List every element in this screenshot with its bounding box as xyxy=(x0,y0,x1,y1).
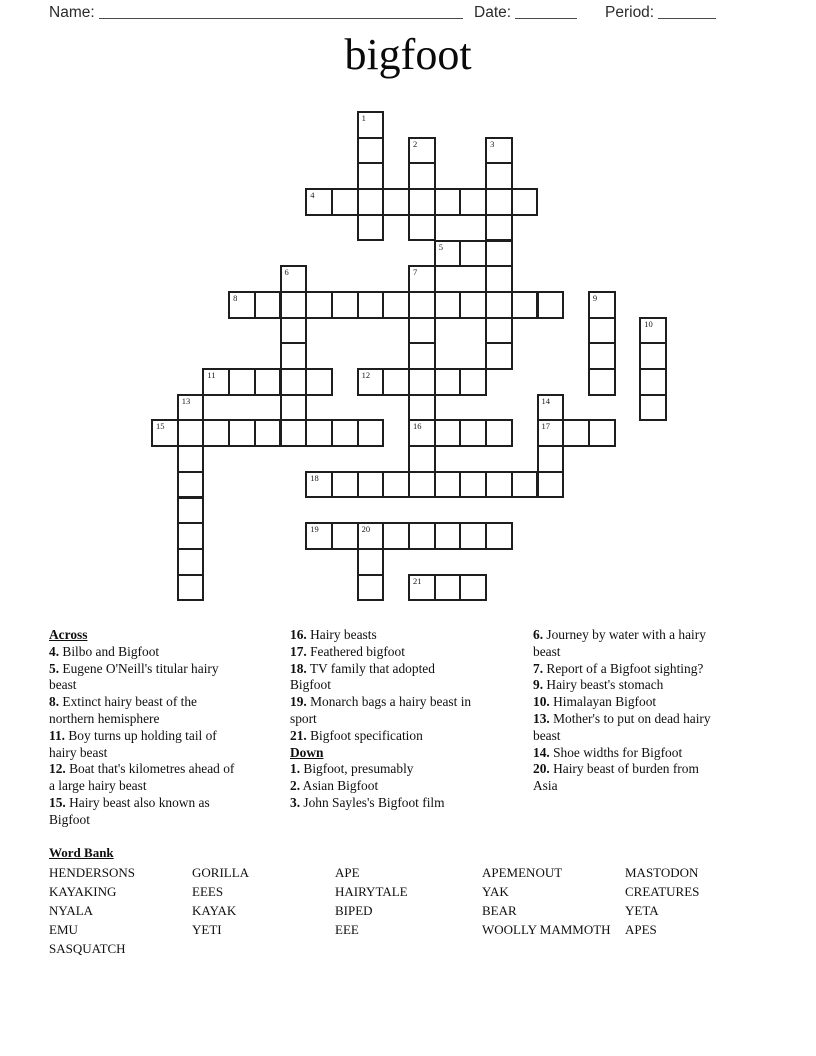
word-bank-heading: Word Bank xyxy=(49,845,114,860)
grid-cell[interactable] xyxy=(177,522,205,550)
grid-cell[interactable] xyxy=(177,394,205,422)
clue-number: 13. xyxy=(533,710,550,726)
grid-cell[interactable] xyxy=(305,188,333,216)
grid-cell[interactable] xyxy=(228,291,256,319)
grid-cell[interactable] xyxy=(305,419,333,447)
grid-cell[interactable] xyxy=(382,291,410,319)
cell-number: 11 xyxy=(207,370,216,380)
clue-3-down: 3. John Sayles's Bigfoot film xyxy=(290,794,445,810)
word-bank-item: HENDERSONS xyxy=(49,865,135,880)
grid-cell[interactable] xyxy=(408,188,436,216)
clue-number: 6. xyxy=(533,627,544,642)
word-bank-item: CREATURES xyxy=(625,884,700,899)
clue-number: 12. xyxy=(49,761,66,777)
cell-number: 21 xyxy=(413,575,422,586)
grid-cell[interactable] xyxy=(459,291,487,319)
grid-cell[interactable] xyxy=(459,419,487,447)
grid-cell[interactable] xyxy=(434,368,462,396)
clue-number: 10. xyxy=(533,694,550,710)
clue-number: 3. xyxy=(290,794,301,810)
clue-2-down: 2. Asian Bigfoot xyxy=(290,778,379,794)
grid-cell[interactable] xyxy=(228,368,256,396)
grid-cell[interactable] xyxy=(357,574,385,602)
cell-number: 13 xyxy=(181,395,191,406)
grid-cell[interactable] xyxy=(331,291,359,319)
clue-number: 18. xyxy=(290,660,307,676)
across-heading: Across xyxy=(49,627,88,642)
grid-cell[interactable] xyxy=(459,471,487,499)
grid-cell[interactable] xyxy=(511,471,539,499)
grid-cell[interactable] xyxy=(408,137,436,165)
grid-cell[interactable] xyxy=(177,497,205,525)
grid-cell[interactable] xyxy=(588,368,616,396)
grid-cell[interactable] xyxy=(408,419,436,447)
grid-cell[interactable] xyxy=(305,368,333,396)
word-bank-item: HAIRYTALE xyxy=(335,884,408,899)
grid-cell[interactable] xyxy=(485,419,513,447)
clues-column-1 xyxy=(49,627,275,829)
grid-cell[interactable] xyxy=(639,317,667,345)
clue-1-down: 1. Bigfoot, presumably xyxy=(290,761,414,777)
cell-number: 4 xyxy=(310,190,315,201)
grid-cell[interactable] xyxy=(537,471,565,499)
grid-cell[interactable] xyxy=(485,471,513,499)
cell-number: 14 xyxy=(541,395,550,406)
clue-12-across: 12. Boat that's kilometres ahead of a large hairy beast xyxy=(49,761,235,794)
grid-cell[interactable] xyxy=(434,240,462,268)
word-bank-item: EEES xyxy=(192,884,224,899)
clue-21-across: 21. Bigfoot specification xyxy=(290,727,423,743)
grid-cell[interactable] xyxy=(382,368,410,396)
name-field xyxy=(49,3,463,22)
word-bank-column-3 xyxy=(335,863,408,939)
grid-cell[interactable] xyxy=(382,471,410,499)
word-bank-item: NYALA xyxy=(49,903,94,918)
grid-cell[interactable] xyxy=(408,471,436,499)
grid-cell[interactable] xyxy=(485,162,513,190)
date-field xyxy=(474,3,577,22)
word-bank-item: BIPED xyxy=(335,903,373,918)
date-label: Date: xyxy=(474,4,512,21)
grid-cell[interactable] xyxy=(331,188,359,216)
grid-cell[interactable] xyxy=(280,291,308,319)
grid-cell[interactable] xyxy=(382,188,410,216)
clue-number: 11. xyxy=(49,727,65,743)
grid-cell[interactable] xyxy=(408,214,436,242)
clue-7-down: 7. Report of a Bigfoot sighting? xyxy=(533,660,704,676)
grid-cell[interactable] xyxy=(562,419,590,447)
period-label: Period: xyxy=(605,4,655,21)
clue-6-down: 6. Journey by water with a hairy beast xyxy=(533,627,706,659)
grid-cell[interactable] xyxy=(588,291,616,319)
grid-cell[interactable] xyxy=(254,368,282,396)
cell-number: 9 xyxy=(592,292,598,303)
cell-number: 2 xyxy=(413,138,418,149)
clue-number: 16. xyxy=(290,627,307,642)
grid-cell[interactable] xyxy=(202,419,230,447)
grid-cell[interactable] xyxy=(408,291,436,319)
grid-cell[interactable] xyxy=(485,240,513,268)
word-bank-item: YETA xyxy=(625,903,659,918)
clue-number: 2. xyxy=(290,778,301,794)
clue-11-across: 11. Boy turns up holding tail of hairy beast xyxy=(49,727,217,760)
grid-cell[interactable] xyxy=(537,394,565,422)
grid-cell[interactable] xyxy=(254,419,282,447)
clues-column-3 xyxy=(533,627,761,795)
cell-number: 10 xyxy=(644,318,653,329)
word-bank-item: YAK xyxy=(482,884,509,899)
cell-number: 19 xyxy=(310,524,319,535)
clue-16-across: 16. Hairy beasts xyxy=(290,627,377,642)
cell-number: 15 xyxy=(156,421,165,432)
grid-cell[interactable] xyxy=(434,291,462,319)
cell-number: 12 xyxy=(361,370,371,380)
word-bank-column-2 xyxy=(192,863,249,939)
grid-cell[interactable] xyxy=(434,188,462,216)
grid-cell[interactable] xyxy=(228,419,256,447)
clue-number: 5. xyxy=(49,660,60,676)
grid-cell[interactable] xyxy=(151,419,179,447)
clue-number: 8. xyxy=(49,694,60,710)
grid-cell[interactable] xyxy=(434,419,462,447)
period-field xyxy=(605,3,716,22)
word-bank-item: MASTODON xyxy=(625,865,699,880)
clue-15-across: 15. Hairy beast also known as Bigfoot xyxy=(49,794,210,827)
grid-cell[interactable] xyxy=(485,137,513,165)
clue-number: 17. xyxy=(290,643,307,659)
name-blank-line xyxy=(99,3,463,19)
cell-number: 8 xyxy=(233,292,238,303)
grid-cell[interactable] xyxy=(280,265,308,293)
grid-cell[interactable] xyxy=(511,291,539,319)
clue-number: 21. xyxy=(290,727,307,743)
grid-cell[interactable] xyxy=(639,368,667,396)
grid-cell[interactable] xyxy=(639,342,667,370)
grid-cell[interactable] xyxy=(588,317,616,345)
grid-cell[interactable] xyxy=(357,291,385,319)
down-heading: Down xyxy=(290,744,324,760)
grid-cell[interactable] xyxy=(434,522,462,550)
grid-cell[interactable] xyxy=(511,188,539,216)
clue-number: 1. xyxy=(290,761,301,777)
grid-cell[interactable] xyxy=(434,471,462,499)
cell-number: 17 xyxy=(541,421,550,432)
grid-cell[interactable] xyxy=(485,522,513,550)
grid-cell[interactable] xyxy=(280,394,308,422)
word-bank-item: APE xyxy=(335,865,360,880)
clue-number: 4. xyxy=(49,643,60,659)
grid-cell[interactable] xyxy=(280,317,308,345)
grid-cell[interactable] xyxy=(177,445,205,473)
grid-cell[interactable] xyxy=(485,265,513,293)
clue-19-across: 19. Monarch bags a hairy beast in sport xyxy=(290,694,472,726)
grid-cell[interactable] xyxy=(485,342,513,370)
clue-9-down: 9. Hairy beast's stomach xyxy=(533,677,664,693)
date-blank-line xyxy=(515,3,577,19)
word-bank-column-5 xyxy=(625,863,699,939)
word-bank-column-1 xyxy=(49,863,135,958)
grid-cell[interactable] xyxy=(485,188,513,216)
grid-cell[interactable] xyxy=(408,162,436,190)
crossword-grid xyxy=(151,111,667,602)
grid-cell[interactable] xyxy=(357,188,385,216)
clue-number: 14. xyxy=(533,744,550,760)
grid-cell[interactable] xyxy=(459,574,487,602)
name-label: Name: xyxy=(49,4,95,21)
grid-cell[interactable] xyxy=(331,471,359,499)
cell-number: 5 xyxy=(438,241,443,252)
grid-cell[interactable] xyxy=(357,111,385,139)
word-bank-item: APES xyxy=(625,922,657,937)
clue-10-down: 10. Himalayan Bigfoot xyxy=(533,694,657,710)
grid-cell[interactable] xyxy=(408,317,436,345)
grid-cell[interactable] xyxy=(357,548,385,576)
grid-cell[interactable] xyxy=(588,419,616,447)
grid-cell[interactable] xyxy=(177,419,205,447)
clue-8-across: 8. Extinct hairy beast of the northern hemisphere xyxy=(49,694,198,726)
word-bank-item: KAYAKING xyxy=(49,884,117,899)
grid-cell[interactable] xyxy=(357,214,385,242)
clue-20-down: 20. Hairy beast of burden from Asia xyxy=(533,761,699,794)
word-bank-item: APEMENOUT xyxy=(482,865,563,880)
grid-cell[interactable] xyxy=(537,445,565,473)
word-bank-item: WOOLLY MAMMOTH xyxy=(482,922,611,937)
clue-number: 7. xyxy=(533,660,544,676)
grid-cell[interactable] xyxy=(305,471,333,499)
grid-cell[interactable] xyxy=(485,291,513,319)
grid-cell[interactable] xyxy=(254,291,282,319)
grid-cell[interactable] xyxy=(434,574,462,602)
clue-5-across: 5. Eugene O'Neill's titular hairy beast xyxy=(49,660,219,693)
clue-13-down: 13. Mother's to put on dead hairy beast xyxy=(533,710,711,743)
grid-cell[interactable] xyxy=(357,162,385,190)
cell-number: 6 xyxy=(284,267,289,278)
clue-number: 15. xyxy=(49,794,66,810)
cell-number: 3 xyxy=(490,138,495,149)
word-bank-item: EMU xyxy=(49,922,78,937)
cell-number: 16 xyxy=(413,421,422,432)
grid-cell[interactable] xyxy=(459,240,487,268)
grid-cell[interactable] xyxy=(357,419,385,447)
grid-cell[interactable] xyxy=(357,368,385,396)
grid-cell[interactable] xyxy=(331,522,359,550)
word-bank-item: KAYAK xyxy=(192,903,237,918)
grid-cell[interactable] xyxy=(639,394,667,422)
clue-17-across: 17. Feathered bigfoot xyxy=(290,643,405,659)
grid-cell[interactable] xyxy=(177,471,205,499)
word-bank-item: YETI xyxy=(192,922,222,937)
word-bank-item: EEE xyxy=(335,922,359,937)
grid-cell[interactable] xyxy=(305,291,333,319)
cell-number: 7 xyxy=(413,267,418,278)
grid-cell[interactable] xyxy=(177,574,205,602)
grid-cell[interactable] xyxy=(280,342,308,370)
grid-cell[interactable] xyxy=(357,137,385,165)
grid-cell[interactable] xyxy=(305,522,333,550)
grid-cell[interactable] xyxy=(357,522,385,550)
clues-column-2 xyxy=(290,627,524,812)
grid-cell[interactable] xyxy=(357,471,385,499)
clue-18-across: 18. TV family that adopted Bigfoot xyxy=(290,660,435,693)
grid-cell[interactable] xyxy=(537,291,565,319)
clue-14-down: 14. Shoe widths for Bigfoot xyxy=(533,744,683,760)
grid-cell[interactable] xyxy=(408,394,436,422)
clue-4-across: 4. Bilbo and Bigfoot xyxy=(49,643,160,659)
grid-cell[interactable] xyxy=(408,574,436,602)
grid-cell[interactable] xyxy=(280,419,308,447)
grid-cell[interactable] xyxy=(408,265,436,293)
grid-cell[interactable] xyxy=(202,368,230,396)
word-bank-column-4 xyxy=(482,863,611,939)
grid-cell[interactable] xyxy=(408,445,436,473)
cell-number: 1 xyxy=(361,113,366,123)
grid-cell[interactable] xyxy=(537,419,565,447)
clue-number: 19. xyxy=(290,694,307,710)
grid-cell[interactable] xyxy=(459,368,487,396)
word-bank-item: GORILLA xyxy=(192,865,250,880)
grid-cell[interactable] xyxy=(331,419,359,447)
grid-cell[interactable] xyxy=(588,342,616,370)
grid-cell[interactable] xyxy=(408,522,436,550)
period-blank-line xyxy=(658,3,716,19)
word-bank-item: SASQUATCH xyxy=(49,941,126,956)
grid-cell[interactable] xyxy=(459,188,487,216)
clue-number: 9. xyxy=(533,677,544,693)
grid-cell[interactable] xyxy=(408,368,436,396)
cell-number: 18 xyxy=(310,472,319,483)
grid-cell[interactable] xyxy=(382,522,410,550)
clue-number: 20. xyxy=(533,761,550,777)
cell-number: 20 xyxy=(361,524,371,535)
word-bank-item: BEAR xyxy=(482,903,517,918)
grid-cell[interactable] xyxy=(485,214,513,242)
puzzle-title: bigfoot xyxy=(344,30,472,79)
grid-cell[interactable] xyxy=(408,342,436,370)
grid-cell[interactable] xyxy=(485,317,513,345)
grid-cell[interactable] xyxy=(459,522,487,550)
grid-cell[interactable] xyxy=(177,548,205,576)
grid-cell[interactable] xyxy=(280,368,308,396)
